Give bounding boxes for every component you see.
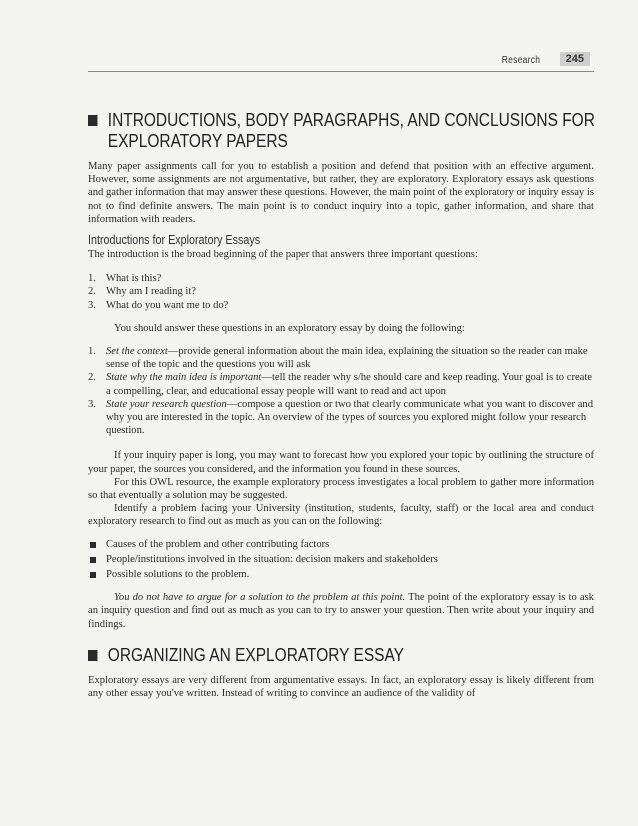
square-bullet-icon [88, 115, 97, 126]
list-item: 3. What do you want me to do? [88, 299, 229, 311]
bullet-list [88, 538, 594, 582]
section-name: Research [501, 55, 540, 66]
solution-paragraph: You do not have to argue for a solution to the problem at this point. The point of the exploratory essay is to ask an inquiry question and find out as much as you can to try to answer your question. Then write about your inquiry and findings. [88, 592, 594, 630]
list-item: 2. State why the main idea is important—tell the reader why s/he should care and keep reading. Your goal is to create a compelling, clear, and educational essay people will want to read and act upon [88, 372, 593, 397]
section-heading-organizing: ORGANIZING AN EXPLORATORY ESSAY [88, 645, 523, 666]
list-item: 3. State your research question—compose a question or two that clearly communicate what you want to discover and why you are interested in the topic. An overview of the types of sources you explored might follow your research question. [88, 398, 593, 437]
square-bullet-icon [90, 572, 96, 578]
intro-paragraph: Many paper assignments call for you to establish a position and defend that position with an effective argument. However, some assignments are not argumentative, but rather, they are exploratory. Exploratory essays ask questions and gather information that may answer these questions. However, the main point of the exploratory or inquiry essay is not to find definite answers. The main point is to conduct inquiry into a topic, gather information, and share that information with readers. [88, 161, 594, 225]
subheading: Introductions for Exploratory Essays [88, 233, 261, 248]
page-number: 245 [560, 52, 590, 66]
questions-list [88, 272, 594, 312]
forecast-paragraph: If your inquiry paper is long, you may want to forecast how you explored your topic by outlining the structure of your paper, the sources you considered, and the information you found in these sources. [88, 450, 594, 475]
owl-paragraph: For this OWL resource, the example exploratory process investigates a local problem to gather more information so that eventually a solution may be suggested. [88, 476, 594, 502]
list-item: 2. Why am I reading it? [88, 286, 197, 298]
final-paragraph: Exploratory essays are very different from argumentative essays. In fact, an exploratory essay is likely different from any other essay you've written. Instead of writing to convince an audience of the validity of [88, 674, 594, 700]
list-item: Possible solutions to the problem. [88, 568, 594, 581]
subheading-paragraph: The introduction is the broad beginning of the paper that answers three important questions: [88, 249, 478, 261]
square-bullet-icon [90, 542, 96, 548]
answer-intro: You should answer these questions in an exploratory essay by doing the following: [114, 322, 465, 334]
steps-list [88, 345, 594, 437]
section-heading-line1: INTRODUCTIONS, BODY PARAGRAPHS, AND CONCLUSIONS FOR [107, 110, 595, 130]
section-heading [88, 110, 595, 152]
running-header [88, 52, 594, 70]
header-rule [88, 71, 594, 72]
list-item: People/institutions involved in the situation: decision makers and stakeholders [88, 553, 594, 566]
square-bullet-icon [90, 557, 96, 563]
section-heading-line2: EXPLORATORY PAPERS [107, 131, 288, 151]
page-content [88, 110, 594, 700]
list-item: 1. What is this? [88, 273, 162, 285]
list-item: Causes of the problem and other contributing factors [88, 538, 594, 551]
identify-paragraph: Identify a problem facing your University (institution, students, faculty, staff) or the local area and conduct exploratory research to find out as much as you can on the following: [88, 503, 594, 528]
list-item: 1. Set the context—provide general information about the main idea, explaining the situation so the reader can make sense of the topic and the questions you will ask [88, 346, 588, 371]
square-bullet-icon [88, 650, 97, 661]
